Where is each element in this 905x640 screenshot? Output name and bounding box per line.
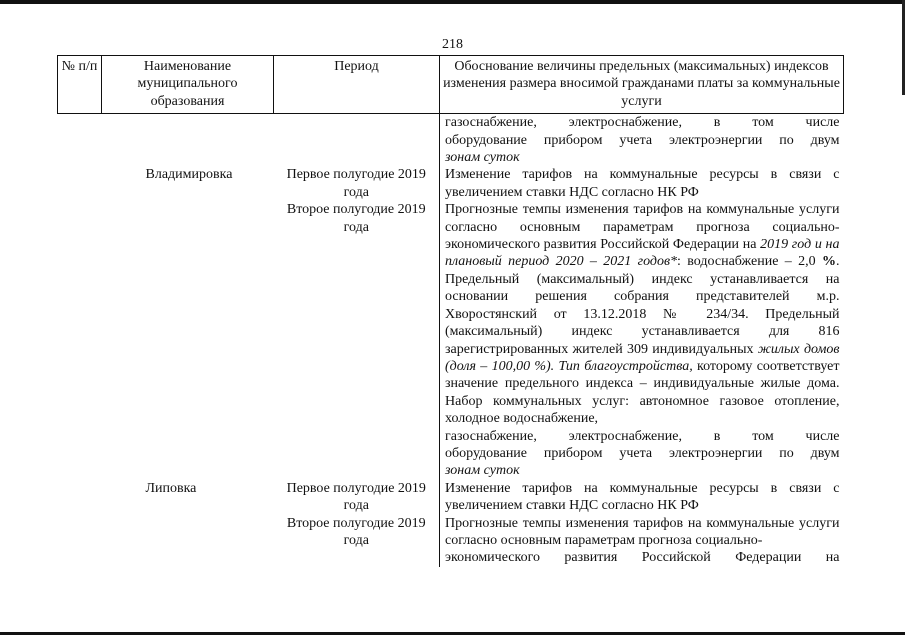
reason-first-half: Изменение тарифов на коммунальные ресурсы в связи с увеличением ставки НДС согласно НК РФ bbox=[440, 480, 844, 515]
table-row bbox=[58, 201, 844, 480]
header-justification: Обоснование величины предельных (максимальных) индексов изменения размера вносимой гражданами платы за коммунальные услуги bbox=[440, 56, 844, 114]
municipality-name: Владимировка bbox=[145, 167, 233, 183]
page-number: 218 bbox=[442, 37, 463, 52]
header-period: Период bbox=[274, 56, 440, 114]
table-row bbox=[58, 166, 844, 201]
table-header bbox=[58, 56, 844, 114]
reason-first-half: Изменение тарифов на коммунальные ресурсы в связи с увеличением ставки НДС согласно НК РФ bbox=[440, 166, 844, 201]
header-number: № п/п bbox=[58, 56, 102, 114]
tariff-index-table bbox=[57, 55, 844, 567]
reason-second-half: Прогнозные темпы изменения тарифов на коммунальные услуги согласно основным параметрам прогноза социально- экономического развития Российской Федерации на bbox=[440, 515, 844, 567]
scan-border-bottom bbox=[0, 632, 905, 635]
continuation-text: газоснабжение, электроснабжение, в том числе оборудование прибором учета электроэнергии по двум зонам суток bbox=[440, 114, 844, 167]
header-municipality: Наименование муниципального образования bbox=[102, 56, 274, 114]
period-first-half: Первое полугодие 2019 года bbox=[286, 480, 426, 514]
period-second-half: Второе полугодие 2019 года bbox=[286, 515, 426, 548]
scan-border-top bbox=[0, 0, 905, 4]
period-second-half: Второе полугодие 2019 года bbox=[286, 202, 426, 235]
table-row bbox=[58, 480, 844, 515]
table-row bbox=[58, 515, 844, 567]
reason-second-half: Прогнозные темпы изменения тарифов на коммунальные услуги согласно основным параметрам прогноза социально-экономического развития Российской Федерации на 2019 год и на плановый период 2020 – 2021 годов*: водоснабжение – 2,0 %. Предельный (максимальный) индекс устанавливается на основании решения собрания представителей м.р. Хворостянский от 13.12.2018 № 234/34. Предельный (максимальный) индекс устанавливается для 816 зарегистрированных жителей 309 индивидуальных жилых домов (доля – 100,00 %). Тип благоустройства, которому соответствует значение предельного индекса – индивидуальные жилые дома. Набор коммунальных услуг: автономное газовое отопление, холодное водоснабжение, газоснабжение, электроснабжение, в том числе оборудование прибором учета электроэнергии по двум зонам суток bbox=[440, 201, 844, 480]
table-row-continuation bbox=[58, 114, 844, 167]
municipality-name: Липовка bbox=[145, 480, 197, 496]
period-first-half: Первое полугодие 2019 года bbox=[286, 167, 426, 200]
